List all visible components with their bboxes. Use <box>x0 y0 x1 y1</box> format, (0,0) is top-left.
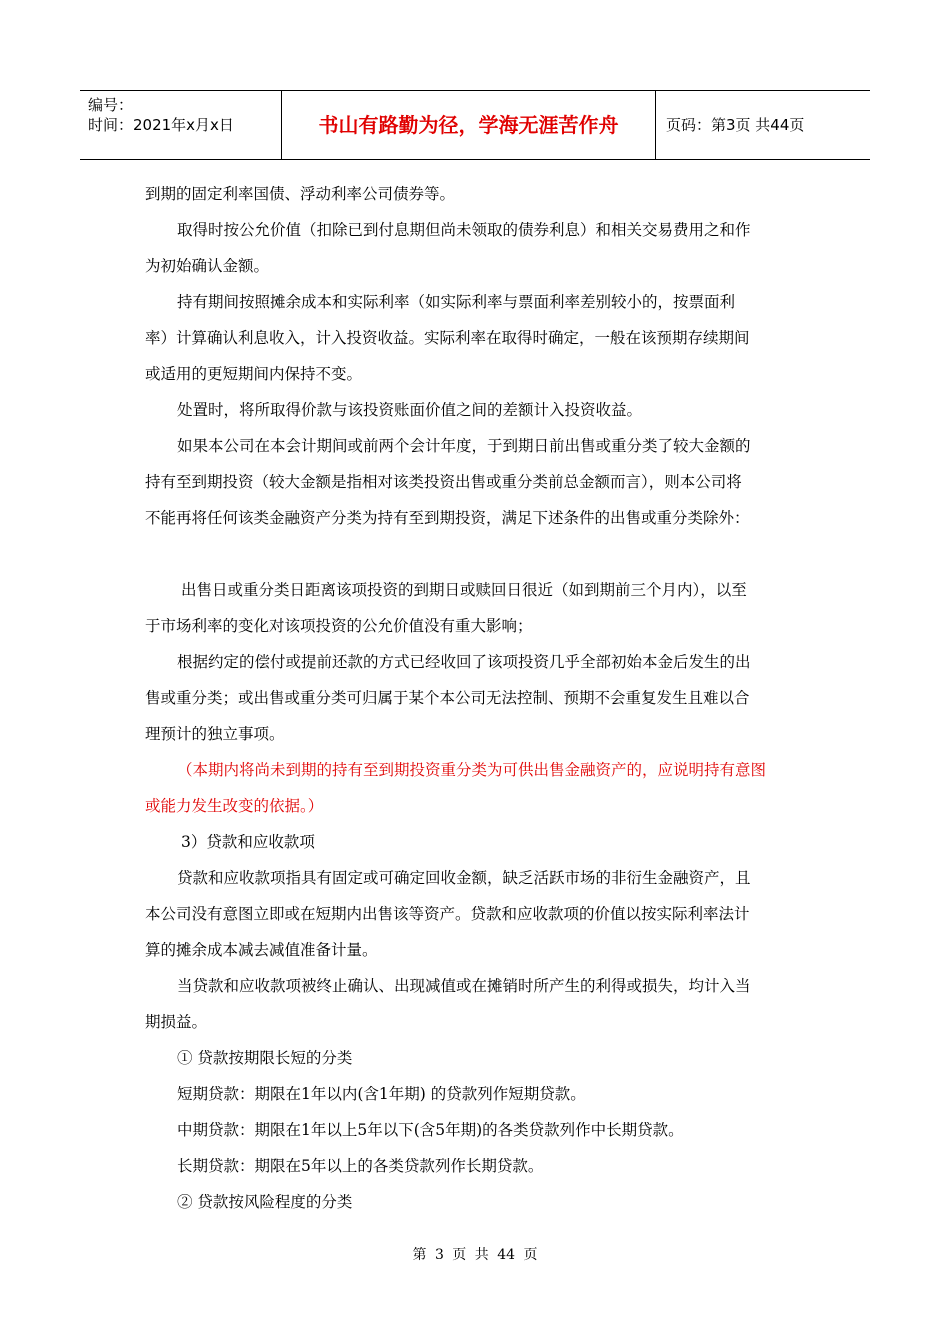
paragraph-line: 或适用的更短期间内保持不变。 <box>145 365 363 383</box>
paragraph-line: 持有期间按照摊余成本和实际利率（如实际利率与票面利率差别较小的，按票面利 <box>177 293 736 311</box>
header-motto: 书山有路勤为径，学海无涯苦作舟 <box>282 91 656 159</box>
page-footer: 第 3 页 共 44 页 <box>412 1247 538 1263</box>
paragraph-line: 贷款和应收款项指具有固定或可确定回收金额，缺乏活跃市场的非衍生金融资产，且 <box>177 869 751 887</box>
paragraph-line: 不能再将任何该类金融资产分类为持有至到期投资，满足下述条件的出售或重分类除外： <box>145 509 750 527</box>
paragraph-line: 期损益。 <box>145 1013 208 1031</box>
paragraph-line: 取得时按公允价值（扣除已到付息期但尚未领取的债券利息）和相关交易费用之和作 <box>177 221 751 239</box>
note-line: （本期内将尚未到期的持有至到期投资重分类为可供出售金融资产的，应说明持有意图 <box>177 761 767 779</box>
blank-line <box>145 536 810 572</box>
document-time: 时间：2021年x月x日 <box>88 116 234 134</box>
note-line: 或能力发生改变的依据。） <box>145 797 324 815</box>
document-number-label: 编号： <box>88 96 134 114</box>
paragraph-line: 率）计算确认利息收入，计入投资收益。实际利率在取得时确定，一般在该预期存续期间 <box>145 329 750 347</box>
paragraph-line: 于市场利率的变化对该项投资的公允价值没有重大影响； <box>145 617 533 635</box>
document-body <box>145 176 810 1220</box>
paragraph-line: 处置时，将所取得价款与该投资账面价值之间的差额计入投资收益。 <box>177 401 643 419</box>
header-meta <box>80 91 282 159</box>
header-page-info: 页码：第3页 共44页 <box>666 116 805 134</box>
paragraph-line: 算的摊余成本减去减值准备计量。 <box>145 941 378 959</box>
paragraph-line: 理预计的独立事项。 <box>145 725 285 743</box>
list-heading: ② 贷款按风险程度的分类 <box>177 1193 353 1211</box>
paragraph-line: 本公司没有意图立即或在短期内出售该等资产。贷款和应收款项的价值以按实际利率法计 <box>145 905 750 923</box>
list-heading: ① 贷款按期限长短的分类 <box>177 1049 353 1067</box>
paragraph-line: 为初始确认金额。 <box>145 257 270 275</box>
list-item: 长期贷款：期限在5年以上的各类贷款列作长期贷款。 <box>177 1157 544 1175</box>
paragraph-line: 如果本公司在本会计期间或前两个会计年度，于到期日前出售或重分类了较大金额的 <box>177 437 751 455</box>
list-item: 短期贷款：期限在1年以内(含1年期) 的贷款列作短期贷款。 <box>177 1085 586 1103</box>
paragraph-line: 根据约定的偿付或提前还款的方式已经收回了该项投资几乎全部初始本金后发生的出 <box>177 653 751 671</box>
paragraph-line: 当贷款和应收款项被终止确认、出现减值或在摊销时所产生的利得或损失，均计入当 <box>177 977 751 995</box>
paragraph-line: 售或重分类；或出售或重分类可归属于某个本公司无法控制、预期不会重复发生且难以合 <box>145 689 750 707</box>
paragraph-line: 持有至到期投资（较大金额是指相对该类投资出售或重分类前总金额而言），则本公司将 <box>145 473 742 491</box>
section-heading: 3）贷款和应收款项 <box>181 833 315 851</box>
paragraph-line: 到期的固定利率国债、浮动利率公司债券等。 <box>145 185 456 203</box>
page-header <box>80 90 870 160</box>
list-item: 中期贷款：期限在1年以上5年以下(含5年期)的各类贷款列作中长期贷款。 <box>177 1121 684 1139</box>
paragraph-line: 出售日或重分类日距离该项投资的到期日或赎回日很近（如到期前三个月内），以至 <box>181 581 747 599</box>
